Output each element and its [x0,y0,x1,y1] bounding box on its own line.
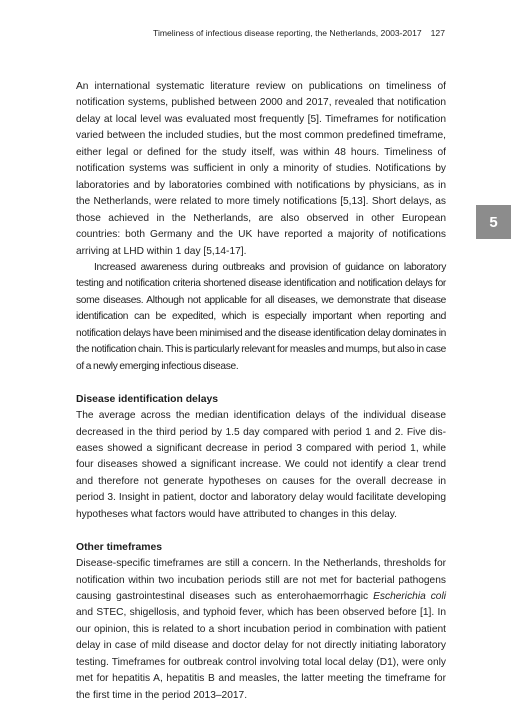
paragraph-outbreak-awareness: Increased awareness during outbreaks and provision of guidance on laboratory testing and notification criteria shortened disease identification and notification delays for some diseases. Although not applicable for all diseases, we demonstrate that disease identification can be expedited, which is especially important when reporting and notification delays have been minimised and the disease identification delay dominates in the notification chain. This is particularly relevant for measles and mumps, but also in case of a newly emerging infectious disease. [76,261,446,372]
paragraph-other-timeframes [76,556,446,704]
section-gap [76,523,446,539]
paragraph-text: and STEC, shigellosis, and typhoid fever, which has been observed before [1]. In our opinion, this is related to a short incubation period in combination with patient delay in case of mild disease and doctor delay for not directly initiating laboratory testing. Timeframes for outbreak control involving total local delay (D1), were only met for hepatitis A, hepatitis B and measles, the latter meeting the timeframe for the first time in the period 2013–2017. [76,607,446,701]
heading-other-timeframes: Other timeframes [76,541,163,553]
page-number: 127 [430,28,445,38]
section-gap [76,375,446,391]
running-header [153,28,445,38]
running-title: Timeliness of infectious disease reporting, the Netherlands, 2003-2017 [153,28,422,38]
paragraph-identification-delays: The average across the median identification delays of the individual disease decreased in the third period by 1.5 day compared with period 1 and 2. Five diseases showed a significant decrease in period 3 compared with period 1, while four diseases showed a significant increase. We could not identify a clear trend and therefore not generate hypotheses on causes for the overall decrease in period 3. Insight in patient, doctor and laboratory delay would facilitate developing hypotheses what factors would have attributed to changes in this delay. [76,410,446,520]
paragraph-text: Disease-specific timeframes are still a concern. In the Netherlands, thresholds for notification within two incubation periods still are not met for bacterial pathogens causing gastrointestinal diseases such as enterohaemorrhagic [76,558,446,603]
paragraph-notification-review: An international systematic literature review on publications on timeliness of notification systems, published between 2000 and 2017, revealed that notification delay at local level was evaluated most frequently [5]. Timeframes for notification varied between the included studies, but the most common predefined timeframe, either legal or defined for the study itself, was within 48 hours. Timeliness of notification systems was sufficient in only a minority of studies. Notifications by laboratories and by laboratories combined with notifications by physicians, as in the Netherlands, were related to more timely notifications [5,13]. Short delays, as those achieved in the Netherlands, are also observed in other European countries: both Germany and the UK have reported a majority of notifications arriving at LHD within 1 day [5,14-17]. [76,81,446,257]
heading-disease-identification-delays: Disease identification delays [76,393,219,405]
italic-species-name: Escherichia coli [373,591,447,603]
body-text [76,79,446,704]
chapter-tab: 5 [476,205,511,239]
